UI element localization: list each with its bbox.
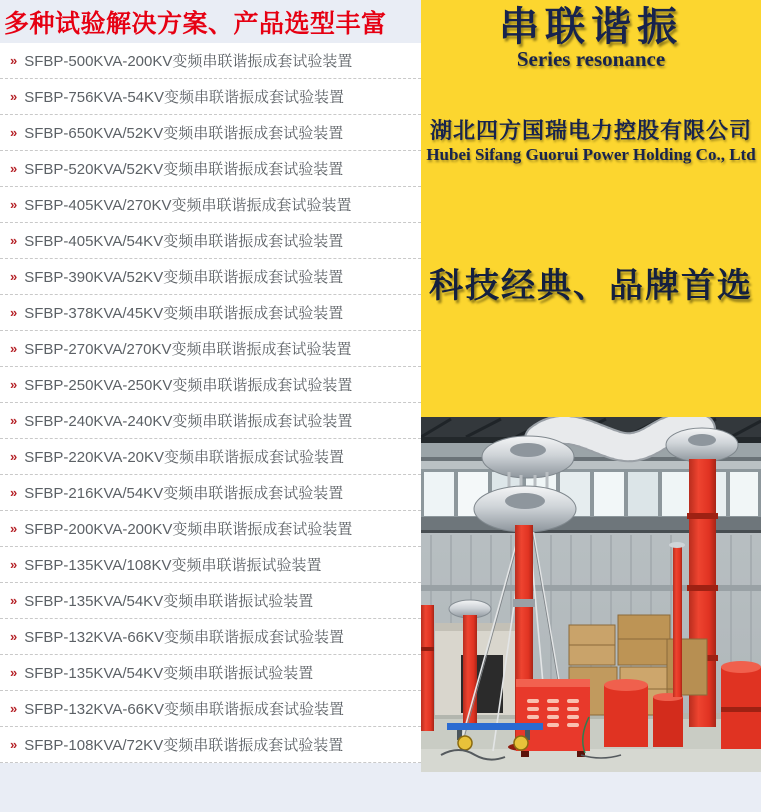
product-link[interactable] xyxy=(0,547,421,583)
brand-banner xyxy=(421,0,761,772)
product-link[interactable] xyxy=(0,511,421,547)
product-arrow-icon: » xyxy=(10,197,18,212)
product-arrow-icon: » xyxy=(10,701,18,716)
product-link-label: SFBP-135KVA/54KV变频串联谐振试验装置 xyxy=(24,593,314,610)
product-link[interactable] xyxy=(0,403,421,439)
product-link-label: SFBP-220KVA-20KV变频串联谐振成套试验装置 xyxy=(24,449,345,466)
product-link-label: SFBP-250KVA-250KV变频串联谐振成套试验装置 xyxy=(24,377,353,394)
product-arrow-icon: » xyxy=(10,737,18,752)
product-arrow-icon: » xyxy=(10,449,18,464)
product-link-label: SFBP-650KVA/52KV变频串联谐振成套试验装置 xyxy=(24,125,344,142)
product-arrow-icon: » xyxy=(10,521,18,536)
product-link-label: SFBP-132KVA-66KV变频串联谐振成套试验装置 xyxy=(24,701,345,718)
product-link[interactable] xyxy=(0,583,421,619)
product-arrow-icon: » xyxy=(10,629,18,644)
product-arrow-icon: » xyxy=(10,485,18,500)
product-arrow-icon: » xyxy=(10,125,18,140)
product-list xyxy=(0,43,421,763)
product-link[interactable] xyxy=(0,619,421,655)
product-link[interactable] xyxy=(0,727,421,763)
sidebar-header xyxy=(0,0,421,43)
product-arrow-icon: » xyxy=(10,413,18,428)
product-link[interactable] xyxy=(0,655,421,691)
product-link-label: SFBP-520KVA/52KV变频串联谐振成套试验装置 xyxy=(24,161,344,178)
product-photo xyxy=(421,417,761,772)
product-link-label: SFBP-405KVA/270KV变频串联谐振成套试验装置 xyxy=(24,197,352,214)
product-link-label: SFBP-132KVA-66KV变频串联谐振成套试验装置 xyxy=(24,629,345,646)
product-link-label: SFBP-200KVA-200KV变频串联谐振成套试验装置 xyxy=(24,521,353,538)
product-arrow-icon: » xyxy=(10,665,18,680)
product-link[interactable] xyxy=(0,295,421,331)
product-arrow-icon: » xyxy=(10,305,18,320)
product-link[interactable] xyxy=(0,367,421,403)
product-link-label: SFBP-240KVA-240KV变频串联谐振成套试验装置 xyxy=(24,413,353,430)
banner-title-cn: 串联谐振 xyxy=(499,5,683,49)
product-arrow-icon: » xyxy=(10,557,18,572)
product-link-label: SFBP-500KVA-200KV变频串联谐振成套试验装置 xyxy=(24,53,353,70)
product-link-label: SFBP-135KVA/54KV变频串联谐振试验装置 xyxy=(24,665,314,682)
red-column-left xyxy=(421,605,434,731)
product-link[interactable] xyxy=(0,115,421,151)
product-arrow-icon: » xyxy=(10,377,18,392)
product-arrow-icon: » xyxy=(10,161,18,176)
product-link-label: SFBP-378KVA/45KV变频串联谐振成套试验装置 xyxy=(24,305,344,322)
banner-title-en: Series resonance xyxy=(516,47,666,71)
company-name-cn: 湖北四方国瑞电力控股有限公司 xyxy=(429,118,752,144)
sidebar-title: 多种试验解决方案、产品选型丰富 xyxy=(4,9,387,38)
product-arrow-icon: » xyxy=(10,89,18,104)
product-link-label: SFBP-405KVA/54KV变频串联谐振成套试验装置 xyxy=(24,233,344,250)
product-link[interactable] xyxy=(0,79,421,115)
banner-slogan: 科技经典、品牌首选 xyxy=(429,267,753,306)
brand-panel xyxy=(421,0,761,417)
product-arrow-icon: » xyxy=(10,269,18,284)
product-link-label: SFBP-270KVA/270KV变频串联谐振成套试验装置 xyxy=(24,341,352,358)
product-link[interactable] xyxy=(0,43,421,79)
product-link[interactable] xyxy=(0,475,421,511)
product-arrow-icon: » xyxy=(10,593,18,608)
product-link-label: SFBP-216KVA/54KV变频串联谐振成套试验装置 xyxy=(24,485,344,502)
product-link-label: SFBP-756KVA-54KV变频串联谐振成套试验装置 xyxy=(24,89,345,106)
product-arrow-icon: » xyxy=(10,53,18,68)
product-link-label: SFBP-390KVA/52KV变频串联谐振成套试验装置 xyxy=(24,269,344,286)
product-link[interactable] xyxy=(0,151,421,187)
product-arrow-icon: » xyxy=(10,233,18,248)
product-link-label: SFBP-108KVA/72KV变频串联谐振成套试验装置 xyxy=(24,737,344,754)
product-link[interactable] xyxy=(0,331,421,367)
product-link[interactable] xyxy=(0,223,421,259)
product-link[interactable] xyxy=(0,259,421,295)
product-link-label: SFBP-135KVA/108KV变频串联谐振试验装置 xyxy=(24,557,322,574)
product-link[interactable] xyxy=(0,187,421,223)
product-link[interactable] xyxy=(0,439,421,475)
company-name-en: Hubei Sifang Guorui Power Holding Co., Ltd xyxy=(426,145,756,165)
product-link[interactable] xyxy=(0,691,421,727)
product-arrow-icon: » xyxy=(10,341,18,356)
